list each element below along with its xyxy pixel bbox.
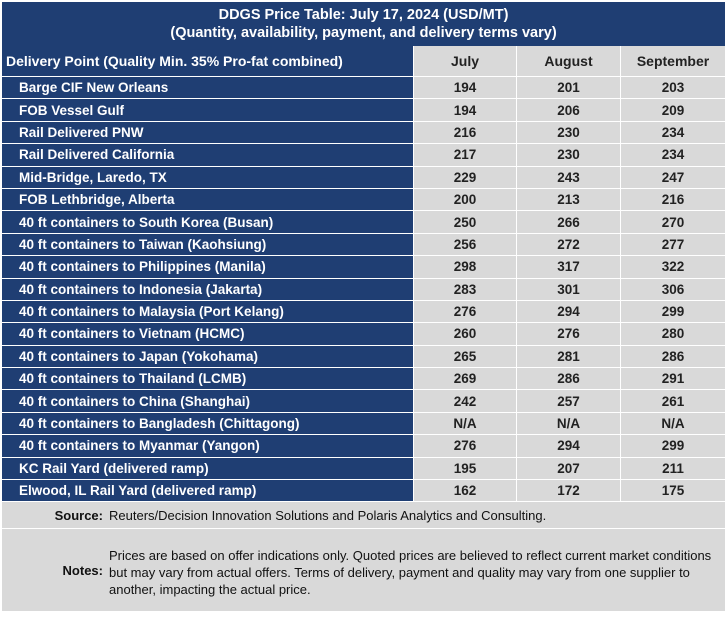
price-july: N/A [413, 412, 516, 434]
ddgs-price-table-container [2, 2, 725, 611]
price-july: 216 [413, 121, 516, 143]
price-august: 272 [516, 233, 620, 255]
table-row [2, 166, 725, 188]
delivery-point-name: 40 ft containers to Indonesia (Jakarta) [2, 278, 413, 300]
source-label: Source: [2, 501, 105, 528]
price-august: N/A [516, 412, 620, 434]
price-august: 276 [516, 322, 620, 344]
price-august: 257 [516, 389, 620, 411]
table-row [2, 412, 725, 434]
table-row [2, 300, 725, 322]
delivery-point-name: FOB Lethbridge, Alberta [2, 188, 413, 210]
table-row [2, 322, 725, 344]
source-row [2, 501, 725, 528]
source-notes-table [2, 501, 725, 611]
price-august: 201 [516, 76, 620, 98]
table-title-row [2, 2, 725, 46]
table-row [2, 121, 725, 143]
delivery-point-name: 40 ft containers to Malaysia (Port Kelang) [2, 300, 413, 322]
price-september: 280 [620, 322, 725, 344]
table-row [2, 345, 725, 367]
price-july: 283 [413, 278, 516, 300]
price-july: 195 [413, 457, 516, 479]
table-row [2, 278, 725, 300]
source-text: Reuters/Decision Innovation Solutions and Polaris Analytics and Consulting. [105, 501, 725, 528]
price-august: 243 [516, 166, 620, 188]
notes-label: Notes: [2, 528, 105, 611]
table-row [2, 479, 725, 501]
table-row [2, 76, 725, 98]
price-september: 306 [620, 278, 725, 300]
price-july: 229 [413, 166, 516, 188]
price-september: N/A [620, 412, 725, 434]
price-july: 200 [413, 188, 516, 210]
price-september: 216 [620, 188, 725, 210]
price-august: 207 [516, 457, 620, 479]
table-row [2, 98, 725, 120]
delivery-point-name: 40 ft containers to Bangladesh (Chittagong) [2, 412, 413, 434]
title-line-1: DDGS Price Table: July 17, 2024 (USD/MT) [218, 7, 509, 23]
price-july: 217 [413, 143, 516, 165]
price-august: 230 [516, 143, 620, 165]
price-september: 234 [620, 121, 725, 143]
header-month-august: August [516, 46, 620, 76]
price-august: 213 [516, 188, 620, 210]
delivery-point-name: 40 ft containers to China (Shanghai) [2, 389, 413, 411]
delivery-point-name: FOB Vessel Gulf [2, 98, 413, 120]
price-september: 270 [620, 210, 725, 232]
price-august: 317 [516, 255, 620, 277]
table-title [2, 2, 725, 46]
table-row [2, 210, 725, 232]
delivery-point-name: 40 ft containers to Thailand (LCMB) [2, 367, 413, 389]
delivery-point-name: 40 ft containers to Japan (Yokohama) [2, 345, 413, 367]
price-august: 281 [516, 345, 620, 367]
header-delivery-point: Delivery Point (Quality Min. 35% Pro-fat combined) [2, 46, 413, 76]
delivery-point-name: 40 ft containers to Taiwan (Kaohsiung) [2, 233, 413, 255]
price-july: 194 [413, 76, 516, 98]
price-july: 256 [413, 233, 516, 255]
delivery-point-name: 40 ft containers to South Korea (Busan) [2, 210, 413, 232]
price-september: 291 [620, 367, 725, 389]
price-july: 250 [413, 210, 516, 232]
price-august: 301 [516, 278, 620, 300]
price-september: 175 [620, 479, 725, 501]
delivery-point-name: Rail Delivered PNW [2, 121, 413, 143]
price-july: 260 [413, 322, 516, 344]
table-row [2, 389, 725, 411]
delivery-point-name: Rail Delivered California [2, 143, 413, 165]
title-line-2: (Quantity, availability, payment, and delivery terms vary) [170, 25, 557, 41]
price-august: 230 [516, 121, 620, 143]
price-july: 265 [413, 345, 516, 367]
price-september: 286 [620, 345, 725, 367]
table-row [2, 255, 725, 277]
price-september: 247 [620, 166, 725, 188]
header-month-july: July [413, 46, 516, 76]
price-september: 234 [620, 143, 725, 165]
price-september: 299 [620, 300, 725, 322]
table-row [2, 188, 725, 210]
price-july: 269 [413, 367, 516, 389]
price-july: 298 [413, 255, 516, 277]
price-july: 194 [413, 98, 516, 120]
notes-text: Prices are based on offer indications only. Quoted prices are believed to reflect current market conditions but may vary from actual offers. Terms of delivery, payment and quality may vary from one supplier to another, impacting the actual price. [105, 528, 725, 611]
table-row [2, 367, 725, 389]
price-september: 277 [620, 233, 725, 255]
price-september: 211 [620, 457, 725, 479]
table-row [2, 143, 725, 165]
delivery-point-name: 40 ft containers to Philippines (Manila) [2, 255, 413, 277]
delivery-point-name: 40 ft containers to Myanmar (Yangon) [2, 434, 413, 456]
price-august: 294 [516, 434, 620, 456]
delivery-point-name: Elwood, IL Rail Yard (delivered ramp) [2, 479, 413, 501]
column-header-row [2, 46, 725, 76]
delivery-point-name: Mid-Bridge, Laredo, TX [2, 166, 413, 188]
price-july: 162 [413, 479, 516, 501]
price-august: 172 [516, 479, 620, 501]
price-july: 276 [413, 300, 516, 322]
delivery-point-name: KC Rail Yard (delivered ramp) [2, 457, 413, 479]
delivery-point-name: 40 ft containers to Vietnam (HCMC) [2, 322, 413, 344]
notes-row [2, 528, 725, 611]
price-september: 203 [620, 76, 725, 98]
price-august: 286 [516, 367, 620, 389]
price-august: 266 [516, 210, 620, 232]
price-august: 206 [516, 98, 620, 120]
price-july: 242 [413, 389, 516, 411]
table-row [2, 457, 725, 479]
price-september: 322 [620, 255, 725, 277]
table-row [2, 233, 725, 255]
price-july: 276 [413, 434, 516, 456]
ddgs-price-table [2, 2, 725, 501]
delivery-point-name: Barge CIF New Orleans [2, 76, 413, 98]
table-row [2, 434, 725, 456]
price-september: 299 [620, 434, 725, 456]
price-august: 294 [516, 300, 620, 322]
price-september: 209 [620, 98, 725, 120]
price-september: 261 [620, 389, 725, 411]
header-month-september: September [620, 46, 725, 76]
